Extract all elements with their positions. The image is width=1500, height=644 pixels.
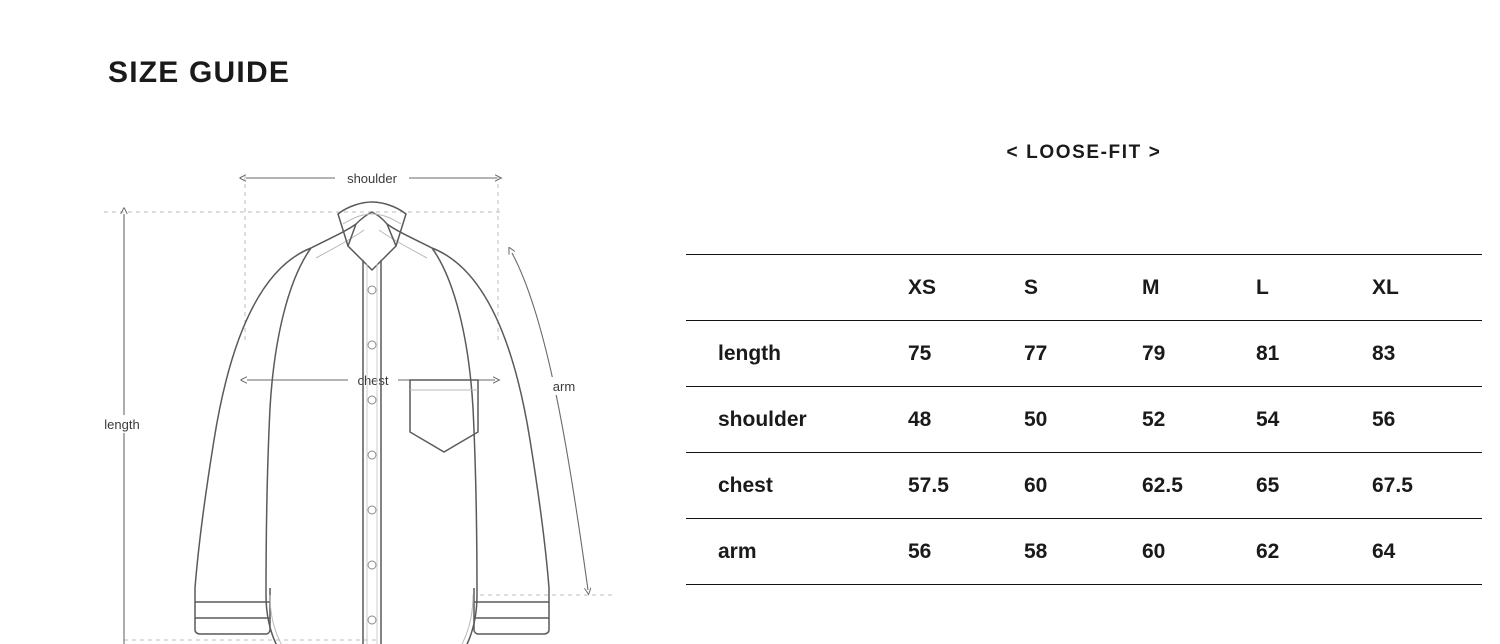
cell-length-l: 81 — [1246, 321, 1364, 387]
header-size-l: L — [1246, 255, 1364, 321]
fit-label: < LOOSE-FIT > — [1006, 142, 1162, 163]
row-label-chest: chest — [686, 453, 892, 519]
page-title: SIZE GUIDE — [108, 56, 291, 89]
cell-chest-s: 60 — [1010, 453, 1128, 519]
table-row — [686, 519, 1482, 585]
row-label-shoulder: shoulder — [686, 387, 892, 453]
row-label-arm: arm — [686, 519, 892, 585]
cell-length-m: 79 — [1128, 321, 1246, 387]
cell-arm-xl: 64 — [1364, 519, 1482, 585]
table-row — [686, 387, 1482, 453]
cell-arm-m: 60 — [1128, 519, 1246, 585]
table-row — [686, 321, 1482, 387]
arm-dimension — [512, 253, 588, 590]
header-size-s: S — [1010, 255, 1128, 321]
cell-shoulder-xs: 48 — [892, 387, 1010, 453]
header-blank — [686, 255, 892, 321]
cell-chest-xs: 57.5 — [892, 453, 1010, 519]
length-label: length — [104, 417, 140, 432]
table-header-row — [686, 255, 1482, 321]
cell-arm-s: 58 — [1010, 519, 1128, 585]
shirt-diagram — [80, 140, 680, 644]
shirt-outline — [195, 202, 549, 644]
header-size-xs: XS — [892, 255, 1010, 321]
cell-chest-xl: 67.5 — [1364, 453, 1482, 519]
table-row — [686, 453, 1482, 519]
cell-length-s: 77 — [1010, 321, 1128, 387]
size-table-panel — [686, 130, 1482, 585]
cell-arm-xs: 56 — [892, 519, 1010, 585]
cell-shoulder-l: 54 — [1246, 387, 1364, 453]
chest-label: chest — [357, 373, 389, 388]
shoulder-dimension — [246, 169, 497, 187]
shoulder-label: shoulder — [347, 171, 397, 186]
guide-lines — [104, 176, 615, 640]
cell-arm-l: 62 — [1246, 519, 1364, 585]
cell-chest-m: 62.5 — [1128, 453, 1246, 519]
cell-length-xs: 75 — [892, 321, 1010, 387]
header-size-m: M — [1128, 255, 1246, 321]
buttons — [368, 286, 376, 624]
arm-label: arm — [552, 379, 576, 394]
cell-shoulder-s: 50 — [1010, 387, 1128, 453]
size-table — [686, 254, 1482, 585]
cell-chest-l: 65 — [1246, 453, 1364, 519]
cell-shoulder-xl: 56 — [1364, 387, 1482, 453]
header-size-xl: XL — [1364, 255, 1482, 321]
length-dimension — [92, 214, 152, 644]
cell-length-xl: 83 — [1364, 321, 1482, 387]
cell-shoulder-m: 52 — [1128, 387, 1246, 453]
row-label-length: length — [686, 321, 892, 387]
